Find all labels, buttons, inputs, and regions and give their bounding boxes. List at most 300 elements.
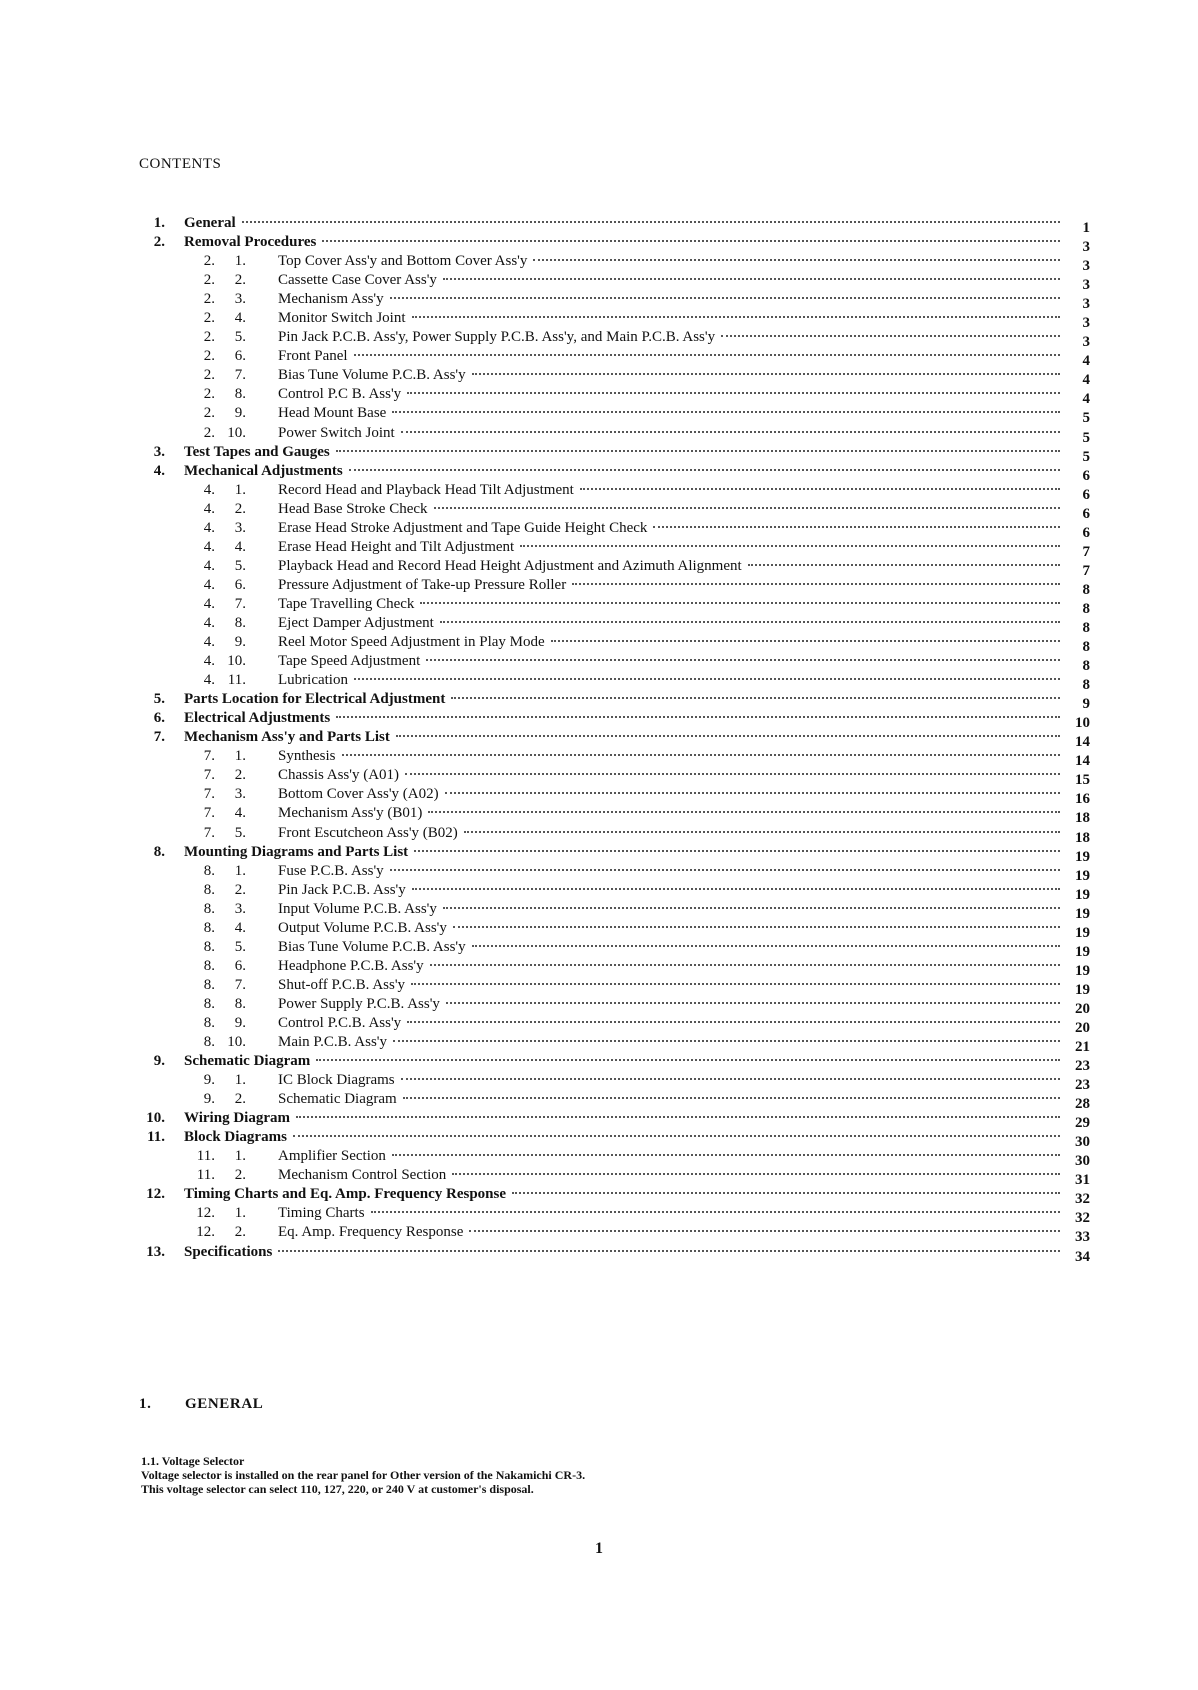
toc-entry-title: Cassette Case Cover Ass'y — [278, 272, 437, 289]
toc-entry-title: Schematic Diagram — [184, 1053, 311, 1070]
toc-section-number: 4. — [203, 595, 215, 612]
toc-entry-title: Synthesis — [278, 748, 336, 765]
toc-entry-number: 1. — [153, 215, 165, 231]
toc-page-number: 19 — [1075, 924, 1090, 941]
toc-title-wrap — [278, 785, 1066, 804]
dot-leader — [407, 1021, 1060, 1023]
toc-section-number: 8. — [203, 900, 215, 917]
toc-section-number: 8. — [203, 995, 215, 1012]
toc-entry-title: Tape Speed Adjustment — [278, 653, 421, 670]
toc-subentry — [0, 328, 1198, 351]
toc-page-number: 19 — [1075, 867, 1090, 884]
dot-leader — [469, 1230, 1060, 1232]
toc-section-number: 9. — [203, 1072, 215, 1089]
dot-leader — [420, 602, 1060, 604]
toc-page-number: 8 — [1082, 677, 1090, 694]
dot-leader — [445, 792, 1060, 794]
toc-entry-title: Bias Tune Volume P.C.B. Ass'y — [278, 367, 466, 384]
toc-subsection-number: 5. — [234, 557, 246, 574]
toc-title-wrap — [278, 385, 1066, 404]
dot-leader — [721, 335, 1060, 337]
toc-title-wrap — [278, 881, 1066, 900]
toc-section-number: 4. — [203, 672, 215, 689]
toc-subentry — [0, 1033, 1198, 1056]
toc-title-wrap — [278, 976, 1066, 995]
toc-subsection-number: 4. — [234, 919, 246, 936]
toc-entry-number: 6. — [153, 710, 165, 727]
toc-title-wrap — [278, 576, 1066, 595]
dot-leader — [390, 869, 1060, 871]
toc-title-wrap — [184, 1185, 1066, 1204]
toc-subsection-number: 6. — [234, 957, 246, 974]
toc-subsection-number: 2. — [234, 500, 246, 517]
toc-subentry — [0, 862, 1198, 884]
toc-subsection-number: 4. — [234, 538, 246, 555]
toc-page-number: 14 — [1075, 753, 1090, 770]
toc-entry — [0, 1052, 1198, 1075]
dot-leader — [278, 1250, 1060, 1252]
toc-subentry — [0, 385, 1198, 408]
dot-leader — [393, 1040, 1060, 1042]
toc-page-number: 5 — [1082, 448, 1090, 465]
toc-entry-title: Control P.C B. Ass'y — [278, 386, 402, 403]
toc-section-number: 9. — [203, 1091, 215, 1108]
toc-subsection-number: 11. — [227, 672, 246, 689]
toc-title-wrap — [278, 804, 1066, 823]
toc-page-number: 3 — [1082, 239, 1090, 256]
toc-subentry — [0, 747, 1198, 770]
toc-title-wrap — [278, 404, 1066, 423]
toc-title-wrap — [278, 747, 1066, 766]
toc-entry-title: Top Cover Ass'y and Bottom Cover Ass'y — [278, 253, 528, 270]
toc-subentry — [0, 252, 1198, 275]
toc-subsection-number: 2. — [234, 272, 246, 289]
toc-title-wrap — [278, 1204, 1066, 1223]
toc-subsection-number: 7. — [234, 595, 246, 612]
toc-title-wrap — [278, 271, 1066, 290]
toc-section-number: 2. — [203, 310, 215, 327]
toc-entry-title: Removal Procedures — [184, 234, 317, 251]
toc-entry-number: 3. — [153, 443, 165, 460]
toc-subsection-number: 7. — [234, 976, 246, 993]
toc-entry-title: Schematic Diagram — [278, 1091, 397, 1108]
toc-subsection-number: 3. — [234, 291, 246, 308]
toc-section-number: 2. — [203, 405, 215, 422]
toc-subentry — [0, 1090, 1198, 1113]
toc-title-wrap — [278, 1090, 1066, 1109]
toc-title-wrap — [278, 290, 1066, 309]
toc-section-number: 2. — [203, 367, 215, 384]
toc-section-number: 8. — [203, 919, 215, 936]
dot-leader — [653, 526, 1060, 528]
toc-page-number: 28 — [1075, 1096, 1090, 1113]
toc-subsection-number: 1. — [234, 748, 246, 765]
toc-subentry — [0, 766, 1198, 789]
toc-entry-title: Mechanism Control Section — [278, 1167, 447, 1184]
toc-section-number: 8. — [203, 1014, 215, 1031]
toc-entry-number: 12. — [146, 1186, 165, 1203]
toc-title-wrap — [278, 652, 1066, 671]
toc-section-number: 12. — [196, 1205, 215, 1222]
toc-page-number: 4 — [1082, 372, 1090, 389]
toc-entry — [0, 1109, 1198, 1132]
toc-subsection-number: 10. — [227, 653, 246, 670]
toc-subentry — [0, 804, 1198, 827]
toc-section-number: 4. — [203, 538, 215, 555]
toc-entry — [0, 443, 1198, 465]
toc-title-wrap — [184, 462, 1066, 481]
toc-entry-title: Mechanical Adjustments — [184, 462, 343, 479]
toc-subsection-number: 2. — [234, 1091, 246, 1108]
subsection-text-line: This voltage selector can select 110, 127, 220, or 240 V at customer's disposal. — [141, 1482, 534, 1496]
dot-leader — [453, 926, 1060, 928]
toc-subsection-number: 6. — [234, 576, 246, 593]
toc-subsection-number: 5. — [234, 329, 246, 346]
toc-subentry — [0, 671, 1198, 694]
toc-title-wrap — [278, 671, 1066, 690]
toc-section-number: 4. — [203, 557, 215, 574]
toc-section-number: 11. — [196, 1148, 215, 1165]
dot-leader — [464, 831, 1060, 833]
toc-section-number: 4. — [203, 481, 215, 498]
toc-subsection-number: 8. — [234, 995, 246, 1012]
dot-leader — [242, 221, 1060, 223]
toc-title-wrap — [278, 900, 1066, 919]
toc-section-number: 4. — [203, 576, 215, 593]
toc-subentry — [0, 652, 1198, 675]
subsection-text-line: Voltage selector is installed on the rear panel for Other version of the Nakamichi CR-3. — [141, 1468, 586, 1482]
toc-subsection-number: 4. — [234, 310, 246, 327]
toc-page-number: 29 — [1075, 1115, 1090, 1132]
toc-entry-title: Wiring Diagram — [184, 1110, 290, 1127]
toc-page-number: 23 — [1075, 1058, 1090, 1075]
dot-leader — [533, 259, 1060, 261]
toc-title-wrap — [278, 1033, 1066, 1052]
dot-leader — [434, 507, 1060, 509]
toc-page-number: 3 — [1082, 315, 1090, 332]
toc-section-number: 4. — [203, 519, 215, 536]
toc-title-wrap — [278, 1147, 1066, 1166]
dot-leader — [551, 640, 1060, 642]
toc-subentry — [0, 595, 1198, 617]
toc-page-number: 8 — [1082, 619, 1090, 636]
toc-page-number: 33 — [1075, 1229, 1090, 1246]
toc-subentry — [0, 576, 1198, 598]
dot-leader — [392, 1154, 1060, 1156]
dot-leader — [401, 1078, 1060, 1080]
toc-page-number: 8 — [1082, 658, 1090, 675]
toc-entry-title: Control P.C.B. Ass'y — [278, 1014, 402, 1031]
toc-title-wrap — [278, 519, 1066, 538]
toc-page-number: 19 — [1075, 848, 1090, 865]
dot-leader — [443, 278, 1060, 280]
dot-leader — [342, 754, 1060, 756]
dot-leader — [316, 1059, 1060, 1061]
toc-page-number: 8 — [1082, 600, 1090, 617]
toc-subentry — [0, 290, 1198, 313]
toc-page-number: 7 — [1082, 543, 1090, 560]
toc-subentry — [0, 1147, 1198, 1170]
toc-section-number: 8. — [203, 881, 215, 898]
dot-leader — [354, 678, 1060, 680]
toc-section-number: 11. — [196, 1167, 215, 1184]
toc-title-wrap — [278, 347, 1066, 366]
section-heading — [139, 1396, 263, 1413]
toc-subsection-number: 4. — [234, 805, 246, 822]
toc-page-number: 6 — [1082, 486, 1090, 503]
toc-page-number: 9 — [1082, 696, 1090, 713]
section-number: 1. — [139, 1396, 152, 1412]
toc-subentry — [0, 938, 1198, 960]
toc-subentry — [0, 614, 1198, 636]
toc-subentry — [0, 347, 1198, 370]
toc-page-number: 5 — [1082, 429, 1090, 446]
toc-page-number: 31 — [1075, 1172, 1090, 1189]
toc-entry-title: Front Escutcheon Ass'y (B02) — [278, 824, 458, 841]
toc-page-number: 21 — [1075, 1039, 1090, 1056]
subsection-title: 1.1. Voltage Selector — [141, 1454, 245, 1468]
toc-subsection-number: 3. — [234, 519, 246, 536]
page-number: 1 — [595, 1540, 603, 1557]
toc-entry — [0, 1243, 1198, 1265]
toc-page-number: 32 — [1075, 1191, 1090, 1208]
toc-subentry — [0, 1166, 1198, 1189]
toc-entry-title: Power Supply P.C.B. Ass'y — [278, 995, 440, 1012]
dot-leader — [403, 1097, 1060, 1099]
toc-entry-title: Mechanism Ass'y and Parts List — [184, 729, 390, 746]
toc-subentry — [0, 957, 1198, 979]
toc-page-number: 20 — [1075, 1000, 1090, 1017]
dot-leader — [412, 888, 1060, 890]
toc-entry-title: Monitor Switch Joint — [278, 310, 406, 327]
toc-section-number: 12. — [196, 1224, 215, 1241]
toc-entry-number: 4. — [153, 462, 165, 479]
dot-leader — [748, 564, 1060, 566]
toc-title-wrap — [184, 1243, 1066, 1262]
toc-page-number: 19 — [1075, 886, 1090, 903]
toc-title-wrap — [278, 1223, 1066, 1242]
toc-title-wrap — [278, 824, 1066, 843]
dot-leader — [412, 316, 1060, 318]
toc-entry-title: Front Panel — [278, 348, 348, 365]
toc-entry-title: Eq. Amp. Frequency Response — [278, 1224, 464, 1241]
toc-subentry — [0, 309, 1198, 332]
contents-heading: CONTENTS — [139, 156, 222, 172]
toc-page-number: 7 — [1082, 562, 1090, 579]
toc-entry-title: Input Volume P.C.B. Ass'y — [278, 900, 437, 917]
toc-entry-title: Head Base Stroke Check — [278, 500, 428, 517]
toc-section-number: 2. — [203, 424, 215, 441]
toc-entry — [0, 214, 1198, 236]
toc-title-wrap — [278, 633, 1066, 652]
toc-entry — [0, 728, 1198, 751]
toc-entry-title: Mechanism Ass'y — [278, 291, 384, 308]
toc-subentry — [0, 881, 1198, 903]
dot-leader — [472, 945, 1060, 947]
toc-subsection-number: 10. — [227, 424, 246, 441]
toc-subsection-number: 2. — [234, 1167, 246, 1184]
toc-subsection-number: 1. — [234, 862, 246, 879]
toc-section-number: 8. — [203, 976, 215, 993]
toc-entry-title: General — [184, 215, 236, 231]
toc-subsection-number: 1. — [234, 481, 246, 498]
toc-title-wrap — [184, 1128, 1066, 1147]
dot-leader — [336, 450, 1060, 452]
dot-leader — [512, 1192, 1060, 1194]
toc-title-wrap — [278, 1166, 1066, 1185]
toc-subentry — [0, 824, 1198, 846]
toc-entry — [0, 843, 1198, 865]
toc-title-wrap — [278, 1071, 1066, 1090]
toc-entry-number: 10. — [146, 1110, 165, 1127]
toc-section-number: 2. — [203, 272, 215, 289]
toc-entry-title: Specifications — [184, 1243, 273, 1260]
toc-page-number: 34 — [1075, 1248, 1090, 1265]
toc-page-number: 10 — [1075, 715, 1090, 732]
toc-entry-title: Shut-off P.C.B. Ass'y — [278, 976, 406, 993]
toc-page-number: 32 — [1075, 1210, 1090, 1227]
toc-subsection-number: 2. — [234, 767, 246, 784]
toc-title-wrap — [278, 252, 1066, 271]
toc-entry-title: Fuse P.C.B. Ass'y — [278, 862, 384, 879]
toc-entry-title: Power Switch Joint — [278, 424, 395, 441]
toc-entry-title: Record Head and Playback Head Tilt Adjustment — [278, 481, 574, 498]
toc-subentry — [0, 1014, 1198, 1036]
dot-leader — [396, 735, 1060, 737]
toc-page-number: 15 — [1075, 772, 1090, 789]
dot-leader — [293, 1135, 1060, 1137]
toc-title-wrap — [278, 766, 1066, 785]
toc-page-number: 3 — [1082, 258, 1090, 275]
toc-title-wrap — [184, 728, 1066, 747]
toc-section-number: 2. — [203, 386, 215, 403]
toc-page-number: 19 — [1075, 981, 1090, 998]
toc-section-number: 7. — [203, 786, 215, 803]
toc-subsection-number: 5. — [234, 938, 246, 955]
toc-title-wrap — [278, 538, 1066, 557]
toc-title-wrap — [278, 614, 1066, 633]
toc-page-number: 19 — [1075, 962, 1090, 979]
dot-leader — [296, 1116, 1060, 1118]
toc-entry-number: 9. — [153, 1053, 165, 1070]
toc-subsection-number: 7. — [234, 367, 246, 384]
dot-leader — [414, 850, 1060, 852]
toc-entry-title: Erase Head Height and Tilt Adjustment — [278, 538, 515, 555]
toc-entry-number: 13. — [146, 1243, 165, 1260]
toc-section-number: 8. — [203, 1034, 215, 1051]
toc-title-wrap — [278, 309, 1066, 328]
dot-leader — [440, 621, 1060, 623]
toc-subentry — [0, 919, 1198, 941]
toc-title-wrap — [278, 481, 1066, 500]
toc-subsection-number: 1. — [234, 253, 246, 270]
toc-entry-title: Bias Tune Volume P.C.B. Ass'y — [278, 938, 466, 955]
toc-subsection-number: 1. — [234, 1148, 246, 1165]
toc-entry-number: 11. — [147, 1129, 165, 1146]
dot-leader — [580, 488, 1060, 490]
toc-title-wrap — [184, 690, 1066, 709]
dot-leader — [446, 1002, 1060, 1004]
toc-page-number: 19 — [1075, 905, 1090, 922]
dot-leader — [354, 354, 1060, 356]
voltage-selector-subsection — [141, 1454, 585, 1496]
toc-entry-title: Pressure Adjustment of Take-up Pressure Roller — [278, 576, 567, 593]
toc-entry-title: Chassis Ass'y (A01) — [278, 767, 400, 784]
toc-page-number: 23 — [1075, 1077, 1090, 1094]
toc-subentry — [0, 995, 1198, 1017]
toc-subsection-number: 10. — [227, 1034, 246, 1051]
toc-title-wrap — [278, 919, 1066, 938]
toc-entry-title: Pin Jack P.C.B. Ass'y — [278, 881, 406, 898]
toc-entry — [0, 1128, 1198, 1151]
toc-page-number: 30 — [1075, 1134, 1090, 1151]
toc-section-number: 7. — [203, 805, 215, 822]
toc-title-wrap — [278, 938, 1066, 957]
toc-subentry — [0, 785, 1198, 808]
toc-section-number: 8. — [203, 862, 215, 879]
toc-page-number: 8 — [1082, 639, 1090, 656]
dot-leader — [572, 583, 1060, 585]
toc-entry-title: Erase Head Stroke Adjustment and Tape Guide Height Check — [278, 519, 648, 536]
toc-title-wrap — [184, 843, 1066, 862]
toc-subentry — [0, 538, 1198, 560]
toc-title-wrap — [184, 1109, 1066, 1128]
toc-page-number: 1 — [1082, 220, 1090, 236]
toc-entry-title: Test Tapes and Gauges — [184, 443, 330, 460]
toc-subsection-number: 9. — [234, 1014, 246, 1031]
toc-subsection-number: 1. — [234, 1205, 246, 1222]
toc-page-number: 20 — [1075, 1019, 1090, 1036]
toc-page-number: 5 — [1082, 410, 1090, 427]
toc-subentry — [0, 1204, 1198, 1227]
dot-leader — [472, 373, 1060, 375]
toc-entry-title: Headphone P.C.B. Ass'y — [278, 957, 424, 974]
toc-entry-title: Pin Jack P.C.B. Ass'y, Power Supply P.C.B. Ass'y, and Main P.C.B. Ass'y — [278, 329, 716, 346]
toc-entry — [0, 709, 1198, 732]
dot-leader — [322, 240, 1060, 242]
toc-section-number: 4. — [203, 500, 215, 517]
toc-section-number: 8. — [203, 957, 215, 974]
dot-leader — [520, 545, 1060, 547]
toc-entry-title: Mechanism Ass'y (B01) — [278, 805, 423, 822]
toc-entry-title: Parts Location for Electrical Adjustment — [184, 691, 446, 708]
toc-subentry — [0, 1223, 1198, 1246]
toc-subentry — [0, 424, 1198, 446]
toc-entry-title: IC Block Diagrams — [278, 1072, 395, 1089]
toc-entry-title: Playback Head and Record Head Height Adjustment and Azimuth Alignment — [278, 557, 742, 574]
toc-section-number: 7. — [203, 767, 215, 784]
toc-subsection-number: 8. — [234, 614, 246, 631]
toc-page-number: 30 — [1075, 1153, 1090, 1170]
toc-title-wrap — [184, 233, 1066, 252]
dot-leader — [426, 659, 1060, 661]
toc-subsection-number: 5. — [234, 824, 246, 841]
toc-entry-title: Output Volume P.C.B. Ass'y — [278, 919, 447, 936]
dot-leader — [392, 411, 1060, 413]
toc-section-number: 2. — [203, 253, 215, 270]
toc-section-number: 4. — [203, 614, 215, 631]
dot-leader — [443, 907, 1060, 909]
toc-title-wrap — [278, 424, 1066, 443]
toc-entry-title: Eject Damper Adjustment — [278, 614, 434, 631]
toc-subentry — [0, 519, 1198, 541]
toc-page-number: 6 — [1082, 467, 1090, 484]
toc-title-wrap — [278, 995, 1066, 1014]
toc-subentry — [0, 481, 1198, 503]
toc-subentry — [0, 633, 1198, 656]
toc-subentry — [0, 500, 1198, 522]
toc-subsection-number: 6. — [234, 348, 246, 365]
